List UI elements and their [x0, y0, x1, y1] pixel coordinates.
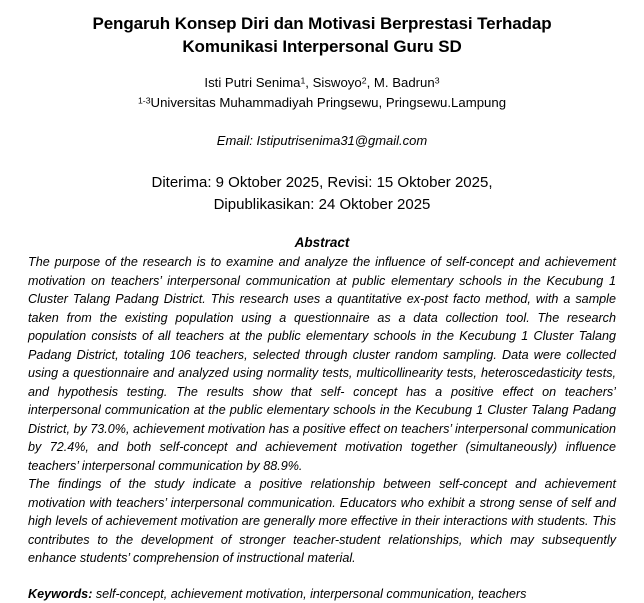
abstract-paragraph-1: The purpose of the research is to examine and analyze the influence of self-concept and achievement motivation on teachers’ interpersonal communication at public elementary schools in the Kecubung 1 Cluster Talang Padang District. This research uses a quantitative ex-post facto method, with a sample taken from the existing population using a questionnaire as a data collection tool. The research population consists of all teachers at the public elementary schools in the Kecubung 1 Cluster Talang Padang District, totaling 106 teachers, selected through cluster random sampling. Data were collected using a questionnaire and analyzed using normality tests, multicollinearity tests, heteroscedasticity tests, and hypothesis testing. The results show that self- concept has a positive effect on teachers’ interpersonal communication at the public elementary schools in the Kecubung 1 Cluster Talang Padang District, by 73.0%, achievement motivation has a positive effect on teachers’ interpersonal communication by 72.4%, and both self-concept and achievement motivation together (simultaneously) influence teachers’ interpersonal communication by 88.9%.	[28, 255, 617, 473]
email-label: Email:	[216, 132, 257, 148]
author-1-name: Isti Putri Senima	[204, 75, 301, 91]
title-line-2: Komunikasi Interpersonal Guru SD	[182, 36, 462, 56]
author-3-superscript: 3	[434, 75, 440, 86]
published-line: Dipublikasikan: 24 Oktober 2025	[213, 196, 431, 214]
author-list	[0, 58, 644, 93]
author-1-superscript: 1	[300, 75, 306, 86]
abstract-heading: Abstract	[294, 235, 350, 251]
abstract-section	[0, 216, 644, 568]
email-line	[0, 113, 644, 150]
author-separator-1: ,	[305, 75, 313, 91]
keywords-list: self-concept, achievement motivation, interpersonal communication, teachers	[92, 586, 527, 601]
publication-dates	[0, 150, 644, 216]
author-separator-2: ,	[366, 75, 374, 91]
keywords-line	[0, 568, 644, 603]
author-2-name: Siswoyo	[312, 75, 362, 91]
affiliation-superscript: 1-3	[137, 95, 151, 106]
affiliation-text: Universitas Muhammadiyah Pringsewu, Pringsewu.Lampung	[150, 94, 507, 110]
abstract-body	[28, 253, 616, 568]
received-revised-line: Diterima: 9 Oktober 2025, Revisi: 15 Oktober 2025,	[151, 173, 493, 191]
abstract-paragraph-2: The findings of the study indicate a positive relationship between self-concept and achievement motivation with teachers’ interpersonal communication. Educators who exhibit a strong sense of self and high levels of achievement motivation are generally more effective in their interactions with students. This contributes to the development of stronger teacher-student relationships, which may subsequently enhance students’ comprehension of instructional material.	[28, 477, 616, 566]
affiliation	[0, 93, 644, 113]
author-2-superscript: 2	[361, 75, 367, 86]
page-title	[0, 0, 644, 58]
email-address[interactable]: Istiputrisenima31@gmail.com	[256, 132, 428, 148]
author-3-name: M. Badrun	[373, 75, 435, 91]
title-line-1: Pengaruh Konsep Diri dan Motivasi Berprestasi Terhadap	[92, 14, 552, 33]
keywords-label: Keywords:	[28, 586, 93, 601]
